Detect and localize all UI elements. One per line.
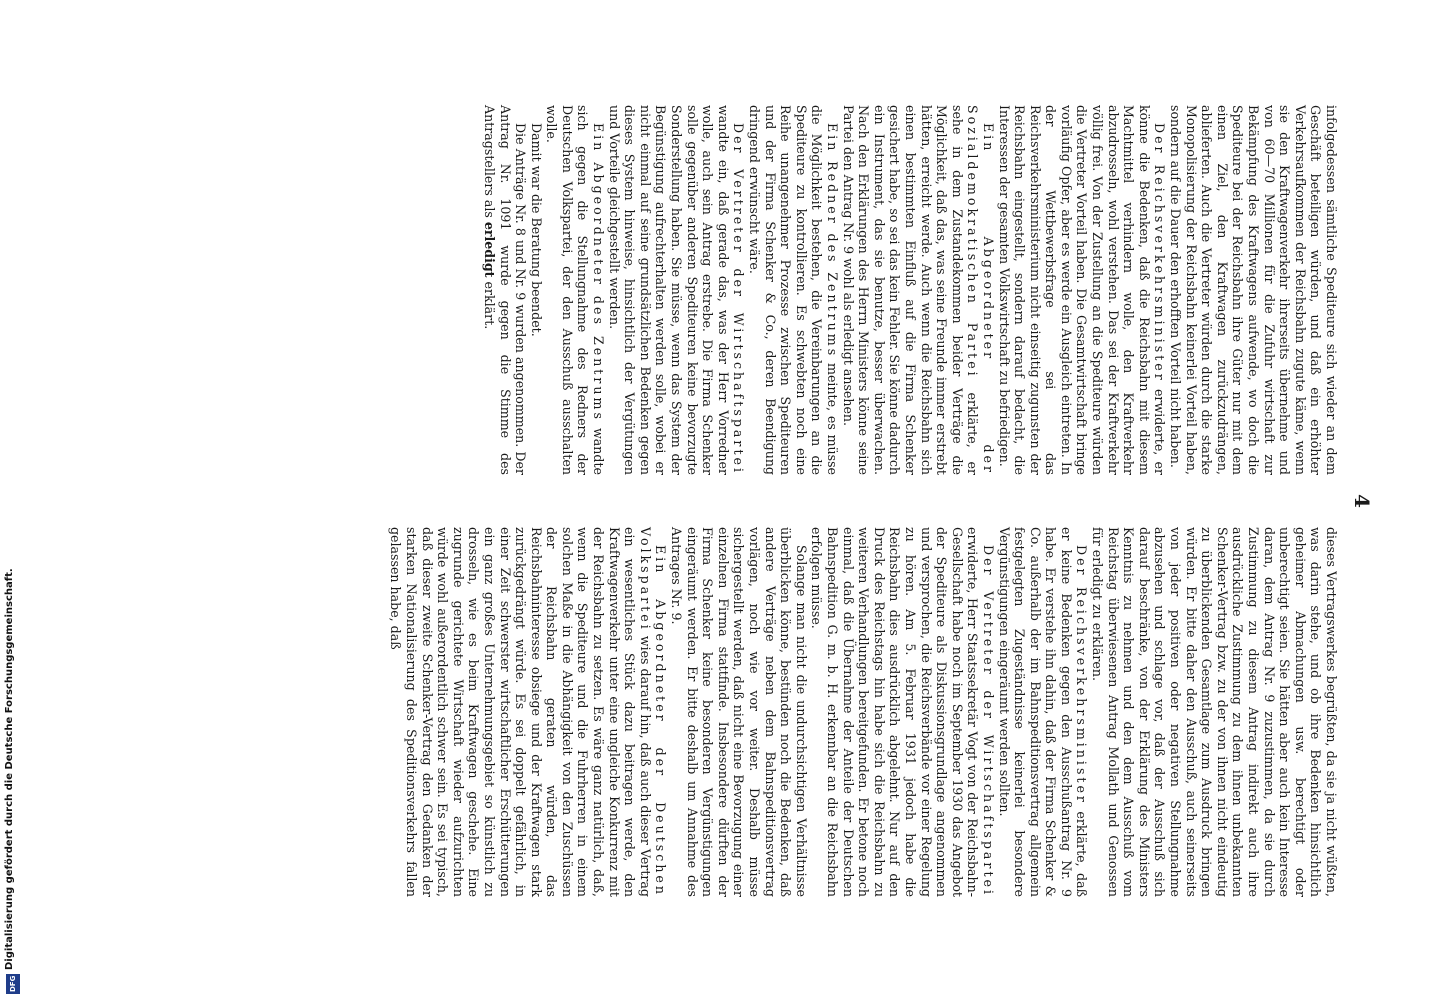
paragraph bbox=[996, 527, 1090, 897]
paragraph-text: wandte ein, daß gerade das, was der Herr Vorredner wolle, auch sein Antrag erstrebe. Die Firma Schenker solle gegenüber anderen Spediteuren keine bevorzugte Sonderstellung haben. Sie müsse, wenn das System der Begünstigung aufrechterhalten werden solle, wobei er nicht einmal auf seine grundsätzlichen Bedenken gegen dieses System hinweise, hinsichtlich der Vergütungen und Vorteile gleichgestellt werden. bbox=[606, 105, 731, 475]
paragraph bbox=[481, 105, 528, 475]
speaker-name: Ein Abgeordneter des Zentrums bbox=[591, 123, 607, 422]
text-column-left bbox=[481, 105, 1339, 475]
dfg-logo-icon: DFG bbox=[6, 974, 20, 994]
paragraph-text: erklärt. bbox=[481, 281, 497, 330]
paragraph-text: wies darauf hin, daß auch dieser Vertrag ein wesentliches Stück dazu beitragen werde, den Kraftwagenverkehr unter eine ungleiche Konkurrenz mit der Reichsbahn zu setzen. Es wäre ganz natürlich, daß, wenn die Spediteure und die Fuhrherren in einem solchen Maße in die Abhängigkeit von den Zuschüssen der Reichsbahn geraten würden, das Reichsbahninteresse obsiege und der Kraftwagen stark zurückgedrängt würde. Es sei doppelt gefährlich, in einer Zeit schwerster wirtschaftlicher Erschütterungen ein ganz großes Unternehmungsgebiet so künstlich zu drosseln, wie es beim Kraftwagen geschehe. Eine zugrunde gerichtete Wirtschaft wieder aufzurichten würde wohl außerordentlich schwer sein. Es sei typisch, daß dieser zweite Schenker-Vertrag den Gedanken der starken Nationalisierung des Speditionsverkehrs fallen gelassen habe, daß bbox=[388, 527, 653, 897]
funding-credit: Digitalisierung gefördert durch die Deutsche Forschungsgemeinschaft. bbox=[4, 568, 15, 970]
paragraph-text: erklärte, daß er keine Bedenken gegen den Ausschußantrag Nr. 9 habe. Er verstehe ihn dahin, daß der Firma Schenker & Co. außerhalb der im Bahnspeditionsvertrag allgemein festgelegten Zugeständnisse keinerlei besondere Vergünstigungen eingeräumt werden sollten. bbox=[996, 527, 1090, 897]
bold-word: erledigt bbox=[481, 221, 497, 278]
paragraph bbox=[388, 527, 669, 897]
paragraph bbox=[840, 105, 996, 475]
speaker-name: Ein Redner des Zentrums bbox=[825, 123, 840, 359]
speaker-name: Ein Abgeordneter der Deutschen Volkspartei bbox=[637, 527, 669, 897]
speaker-name: Ein Abgeordneter der Sozialdemokratischen Partei bbox=[965, 105, 996, 475]
text-column-right bbox=[388, 527, 1339, 897]
paragraph: dieses Vertragswerkes begrüßten, da sie ja nicht wüßten, was darin stehe, und ob ihre Bedenken hinsichtlich geheimer Abmachungen usw. berechtigt oder unberechtigt seien. Sie hätten aber auch kein Interesse daran, dem Antrag Nr. 9 zuzustimmen, da sie durch Zustimmung zu diesem Antrag indirekt auch ihre ausdrückliche Zustimmung zu dem ihnen unbekannten Schenker-Vertrag bzw. zu der von ihnen nicht eindeutig zu überblickenden Gesamtlage zum Ausdruck bringen würden. Er bitte daher den Ausschuß, auch seinerseits von jeder positiven oder negativen Stellungnahme abzusehen und schlage vor, daß der Ausschuß sich darauf beschränke, von der Erklärung des Ministers Kenntnis zu nehmen und den dem Ausschuß vom Reichstag überwiesenen Antrag Mollath und Genossen für erledigt zu erklären. bbox=[1090, 527, 1339, 897]
paragraph: Damit war die Beratung beendet. bbox=[528, 123, 544, 337]
speaker-name: Der Reichsverkehrsminister bbox=[1074, 545, 1090, 805]
paragraph bbox=[746, 105, 840, 475]
speaker-name: Der Vertreter der Wirtschaftspartei bbox=[980, 545, 996, 897]
paragraph bbox=[996, 105, 1168, 475]
paragraph-text: wandte sich gegen die Stellungnahme des Redners der Deutschen Volkspartei, der den Ausschuß ausschalten wolle. bbox=[544, 105, 607, 475]
paragraph bbox=[544, 105, 606, 475]
paragraph-text: erwiderte, er könne die Bedenken, daß die Reichsbahn mit diesem Machtmittel verhindern wolle, den Kraftverkehr abzudrosseln, wohl verstehen. Das sei der Kraftverkehr völlig frei. Von der Zustellung an die Spediteure würden die Vertreter Vorteil haben. Die Gesamtwirtschaft bringe vorläufig Opfer, aber es werde ein Ausgleich eintreten. In der Wettbewerbsfrage sei das Reichsverkehrsministerium nicht einseitig zugunsten der Reichsbahn eingestellt, sondern darauf bedacht, die Interessen der gesamten Volkswirtschaft zu befriedigen. bbox=[996, 105, 1168, 475]
page-number: 4 bbox=[1350, 494, 1374, 508]
paragraph: infolgedessen sämtliche Spediteure sich wieder an dem Geschäft beteiligen würden, und daß ein erhöhter Verkehrsaufkommen der Reichsbahn zugute käme, wenn sie den Kraftwagenverkehr ihrerseits übernehme und von 60—70 Millionen für die Zufuhr wirtschaft zur Bekämpfung des Kraftwagens aufwende, wo doch die Spediteure bei der Reichsbahn ihre Güter nur mit dem einen Ziel, den Kraftwagen zurückzudrängen, ablieferten. Auch die Vertreter würden durch die starke Monopolisierung der Reichsbahn keinerlei Vorteil haben, sondern auf die Dauer den erhofften Vorteil nicht haben. bbox=[1168, 105, 1339, 475]
paragraph: Solange man nicht die undurchsichtigen Verhältnisse überblicken könne, bestünden noch die Bedenken, daß andere Verträge neben dem Bahnspeditionsvertrag vorlägen, noch wie vor weiter. Deshalb müsse sichergestellt werden, daß nicht eine Bevorzugung einer einzelnen Firma stattfinde. Insbesondere dürften der Firma Schenker keine besonderen Vergünstigungen eingeräumt werden. Er bitte deshalb um Annahme des Antrages Nr. 9. bbox=[669, 527, 809, 897]
paragraph-text: erwiderte, Herr Staatssekretär Vogt von der Reichsbahn-Gesellschaft habe noch im September 1930 das Angebot der Spediteure als Diskussionsgrundlage angenommen und versprochen, die Reichsverbände vor einer Regelung zu hören. Am 5. Februar 1931 jedoch habe die Reichsbahn dies ausdrücklich abgelehnt. Nur auf den Druck des Reichstags hin habe sich die Reichsbahn zu weiteren Verhandlungen bereitgefunden. Er betone noch einmal, daß die Übernahme der Anteile der Deutschen Bahnspedition G. m. b. H. erkennbar an die Reichsbahn erfolgen müsse. bbox=[809, 527, 981, 897]
paragraph-text: erklärte, er sehe in dem Zustandekommen beider Verträge die Möglichkeit, daß das, was seine Freunde immer erstrebt hätten, erreicht werde. Auch wenn die Reichsbahn sich einen bestimmten Einfluß auf die Firma Schenker gesichert habe, so sei das kein Fehler. Sie könne dadurch ein Instrument, das sie benutze, besser überwachen. Nach den Erklärungen des Herrn Ministers könne seine Partei den Antrag Nr. 9 wohl als erledigt ansehen. bbox=[840, 105, 981, 475]
speaker-name: Der Reichsverkehrsminister bbox=[1152, 123, 1168, 383]
paragraph-text: meinte, es müsse die Möglichkeit bestehen, die Vereinbarungen an die Spediteure zu kontrollieren. Es schwebten noch eine Reihe unangenehmer Prozesse zwischen Spediteuren und der Firma Schenker & Co., deren Beendigung dringend erwünscht wäre. bbox=[747, 105, 840, 476]
paragraph bbox=[606, 105, 746, 475]
digitization-footer bbox=[0, 568, 26, 1000]
paragraph-text: Die Anträge Nr. 8 und Nr. 9 wurden angenommen. Der Antrag Nr. 1091 wurde gegen die Stimme des Antragstellers als bbox=[481, 105, 529, 475]
speaker-name: Der Vertreter der Wirtschaftspartei bbox=[731, 123, 747, 475]
paragraph bbox=[809, 527, 996, 897]
